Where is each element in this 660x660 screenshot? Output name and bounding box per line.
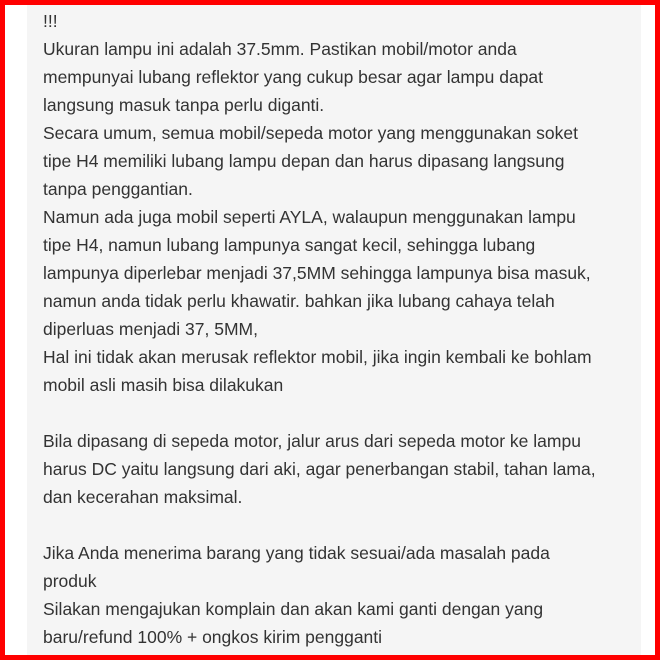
product-description-text (43, 7, 639, 651)
description-line: lampunya diperlebar menjadi 37,5MM sehingga lampunya bisa masuk, (43, 263, 591, 283)
description-line: tipe H4 memiliki lubang lampu depan dan harus dipasang langsung (43, 151, 565, 171)
description-line: tanpa penggantian. (43, 179, 193, 199)
description-line: Secara umum, semua mobil/sepeda motor yang menggunakan soket (43, 123, 579, 143)
description-line: Ukuran lampu ini adalah 37.5mm. Pastikan mobil/motor anda (43, 39, 517, 59)
paragraph-gap (43, 511, 639, 539)
description-line: langsung masuk tanpa perlu diganti. (43, 95, 325, 115)
description-line: dan kecerahan maksimal. (43, 487, 243, 507)
description-line: mobil asli masih bisa dilakukan (43, 375, 284, 395)
description-line: !!! (43, 11, 58, 31)
description-line: baru/refund 100% + ongkos kirim pengganti (43, 627, 383, 647)
description-line: mempunyai lubang reflektor yang cukup besar agar lampu dapat (43, 67, 544, 87)
paragraph-gap (43, 399, 639, 427)
description-line: produk (43, 571, 97, 591)
description-line: harus DC yaitu langsung dari aki, agar penerbangan stabil, tahan lama, (43, 459, 596, 479)
product-description-panel (27, 5, 641, 660)
description-line: Hal ini tidak akan merusak reflektor mobil, jika ingin kembali ke bohlam (43, 347, 592, 367)
description-line: Bila dipasang di sepeda motor, jalur arus dari sepeda motor ke lampu (43, 431, 581, 451)
description-line: Namun ada juga mobil seperti AYLA, walaupun menggunakan lampu (43, 207, 576, 227)
description-line: namun anda tidak perlu khawatir. bahkan jika lubang cahaya telah (43, 291, 555, 311)
description-line: Silakan mengajukan komplain dan akan kami ganti dengan yang (43, 599, 544, 619)
description-line: Jika Anda menerima barang yang tidak sesuai/ada masalah pada (43, 543, 550, 563)
description-line: diperluas menjadi 37, 5MM, (43, 319, 258, 339)
description-line: tipe H4, namun lubang lampunya sangat kecil, sehingga lubang (43, 235, 536, 255)
